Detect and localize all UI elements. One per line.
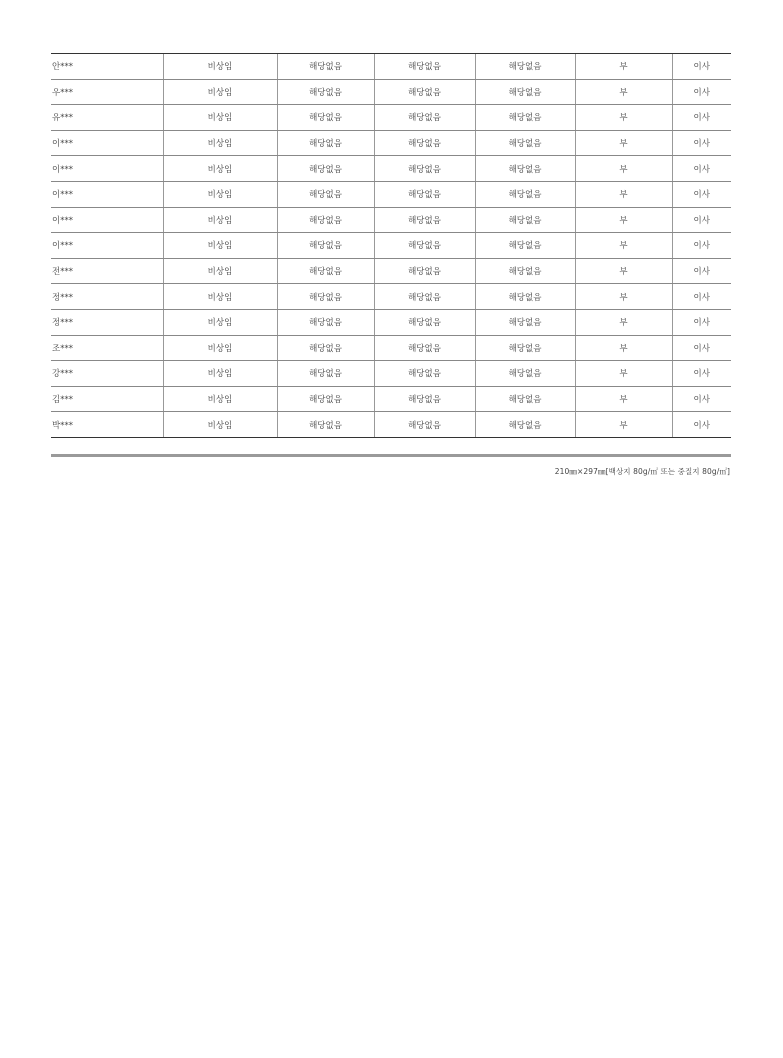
position-cell: 이사 xyxy=(672,207,731,233)
value-cell: 해당없음 xyxy=(277,335,374,361)
value-cell: 해당없음 xyxy=(475,207,575,233)
value-cell: 해당없음 xyxy=(374,412,475,438)
value-cell: 해당없음 xyxy=(475,258,575,284)
value-cell: 해당없음 xyxy=(475,130,575,156)
position-cell: 이사 xyxy=(672,105,731,131)
value-cell: 해당없음 xyxy=(374,258,475,284)
table-row xyxy=(51,309,731,335)
value-cell: 해당없음 xyxy=(475,54,575,80)
flag-cell: 부 xyxy=(575,309,672,335)
employment-type-cell: 비상임 xyxy=(163,79,277,105)
name-cell: 이*** xyxy=(51,130,163,156)
paper-spec-note: 210㎜×297㎜[백상지 80g/㎡ 또는 중질지 80g/㎡] xyxy=(554,467,730,476)
name-cell: 강*** xyxy=(51,361,163,387)
employment-type-cell: 비상임 xyxy=(163,233,277,259)
position-cell: 이사 xyxy=(672,309,731,335)
table-row xyxy=(51,284,731,310)
name-cell: 이*** xyxy=(51,181,163,207)
value-cell: 해당없음 xyxy=(374,284,475,310)
flag-cell: 부 xyxy=(575,54,672,80)
value-cell: 해당없음 xyxy=(374,130,475,156)
flag-cell: 부 xyxy=(575,335,672,361)
value-cell: 해당없음 xyxy=(277,130,374,156)
value-cell: 해당없음 xyxy=(475,412,575,438)
value-cell: 해당없음 xyxy=(475,335,575,361)
position-cell: 이사 xyxy=(672,386,731,412)
value-cell: 해당없음 xyxy=(277,258,374,284)
value-cell: 해당없음 xyxy=(277,309,374,335)
value-cell: 해당없음 xyxy=(475,181,575,207)
value-cell: 해당없음 xyxy=(475,156,575,182)
name-cell: 이*** xyxy=(51,156,163,182)
value-cell: 해당없음 xyxy=(374,335,475,361)
value-cell: 해당없음 xyxy=(277,156,374,182)
name-cell: 조*** xyxy=(51,335,163,361)
name-cell: 박*** xyxy=(51,412,163,438)
value-cell: 해당없음 xyxy=(277,181,374,207)
name-cell: 안*** xyxy=(51,54,163,80)
position-cell: 이사 xyxy=(672,335,731,361)
value-cell: 해당없음 xyxy=(277,412,374,438)
value-cell: 해당없음 xyxy=(277,386,374,412)
position-cell: 이사 xyxy=(672,79,731,105)
value-cell: 해당없음 xyxy=(475,284,575,310)
table-row xyxy=(51,105,731,131)
name-cell: 우*** xyxy=(51,79,163,105)
employment-type-cell: 비상임 xyxy=(163,412,277,438)
flag-cell: 부 xyxy=(575,181,672,207)
value-cell: 해당없음 xyxy=(277,361,374,387)
employment-type-cell: 비상임 xyxy=(163,105,277,131)
flag-cell: 부 xyxy=(575,412,672,438)
employment-type-cell: 비상임 xyxy=(163,207,277,233)
name-cell: 이*** xyxy=(51,233,163,259)
value-cell: 해당없음 xyxy=(374,79,475,105)
table-row xyxy=(51,54,731,80)
officer-table xyxy=(51,53,731,438)
table-row xyxy=(51,156,731,182)
value-cell: 해당없음 xyxy=(277,284,374,310)
value-cell: 해당없음 xyxy=(374,105,475,131)
table-row xyxy=(51,335,731,361)
flag-cell: 부 xyxy=(575,156,672,182)
flag-cell: 부 xyxy=(575,258,672,284)
position-cell: 이사 xyxy=(672,284,731,310)
employment-type-cell: 비상임 xyxy=(163,361,277,387)
position-cell: 이사 xyxy=(672,181,731,207)
value-cell: 해당없음 xyxy=(374,181,475,207)
employment-type-cell: 비상임 xyxy=(163,258,277,284)
flag-cell: 부 xyxy=(575,207,672,233)
value-cell: 해당없음 xyxy=(374,54,475,80)
flag-cell: 부 xyxy=(575,386,672,412)
employment-type-cell: 비상임 xyxy=(163,181,277,207)
value-cell: 해당없음 xyxy=(374,156,475,182)
employment-type-cell: 비상임 xyxy=(163,284,277,310)
flag-cell: 부 xyxy=(575,361,672,387)
position-cell: 이사 xyxy=(672,130,731,156)
flag-cell: 부 xyxy=(575,284,672,310)
employment-type-cell: 비상임 xyxy=(163,335,277,361)
value-cell: 해당없음 xyxy=(277,79,374,105)
flag-cell: 부 xyxy=(575,233,672,259)
name-cell: 정*** xyxy=(51,309,163,335)
table-row xyxy=(51,412,731,438)
table-row xyxy=(51,181,731,207)
employment-type-cell: 비상임 xyxy=(163,54,277,80)
table-row xyxy=(51,386,731,412)
document-page xyxy=(51,53,731,438)
value-cell: 해당없음 xyxy=(374,207,475,233)
table-row xyxy=(51,361,731,387)
position-cell: 이사 xyxy=(672,258,731,284)
value-cell: 해당없음 xyxy=(475,79,575,105)
value-cell: 해당없음 xyxy=(277,105,374,131)
value-cell: 해당없음 xyxy=(374,309,475,335)
value-cell: 해당없음 xyxy=(475,361,575,387)
value-cell: 해당없음 xyxy=(277,207,374,233)
value-cell: 해당없음 xyxy=(374,361,475,387)
value-cell: 해당없음 xyxy=(277,233,374,259)
table-row xyxy=(51,79,731,105)
table-row xyxy=(51,130,731,156)
table-row xyxy=(51,233,731,259)
name-cell: 전*** xyxy=(51,258,163,284)
value-cell: 해당없음 xyxy=(374,233,475,259)
value-cell: 해당없음 xyxy=(475,309,575,335)
table-row xyxy=(51,258,731,284)
employment-type-cell: 비상임 xyxy=(163,130,277,156)
position-cell: 이사 xyxy=(672,361,731,387)
name-cell: 정*** xyxy=(51,284,163,310)
flag-cell: 부 xyxy=(575,105,672,131)
employment-type-cell: 비상임 xyxy=(163,156,277,182)
employment-type-cell: 비상임 xyxy=(163,386,277,412)
value-cell: 해당없음 xyxy=(475,386,575,412)
name-cell: 이*** xyxy=(51,207,163,233)
position-cell: 이사 xyxy=(672,156,731,182)
value-cell: 해당없음 xyxy=(475,233,575,259)
footer-divider xyxy=(51,454,731,457)
officer-table-body xyxy=(51,54,731,438)
position-cell: 이사 xyxy=(672,54,731,80)
flag-cell: 부 xyxy=(575,130,672,156)
value-cell: 해당없음 xyxy=(475,105,575,131)
value-cell: 해당없음 xyxy=(277,54,374,80)
position-cell: 이사 xyxy=(672,412,731,438)
flag-cell: 부 xyxy=(575,79,672,105)
employment-type-cell: 비상임 xyxy=(163,309,277,335)
value-cell: 해당없음 xyxy=(374,386,475,412)
table-row xyxy=(51,207,731,233)
position-cell: 이사 xyxy=(672,233,731,259)
name-cell: 유*** xyxy=(51,105,163,131)
name-cell: 김*** xyxy=(51,386,163,412)
